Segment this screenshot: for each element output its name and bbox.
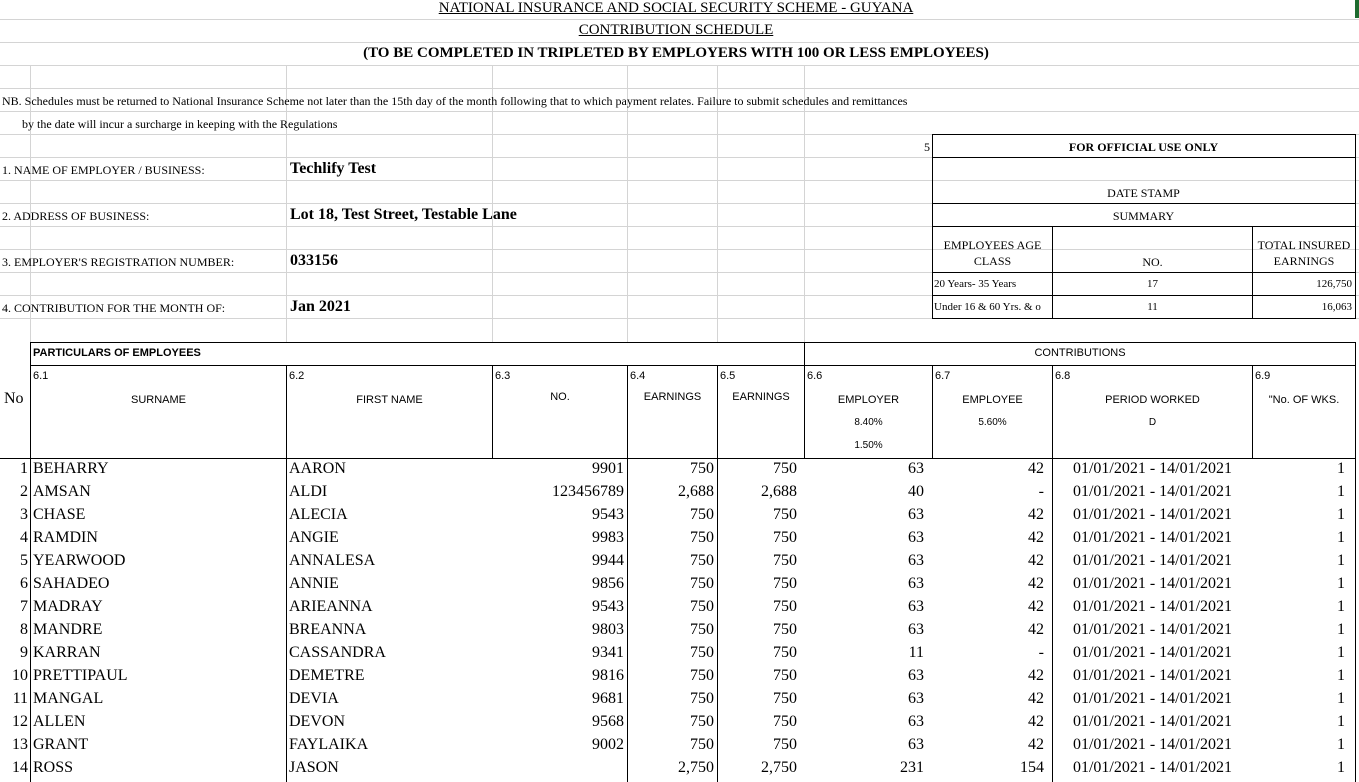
summary-class-2: Under 16 & 60 Yrs. & o bbox=[934, 301, 1041, 313]
earnings-1-cell[interactable]: 750 bbox=[690, 690, 714, 707]
row-number[interactable]: 7 bbox=[20, 598, 28, 615]
col-num-66: 6.6 bbox=[807, 370, 823, 382]
nis-number-cell[interactable]: 9803 bbox=[592, 621, 624, 638]
first-name-cell[interactable]: ANNIE bbox=[289, 575, 339, 592]
earnings-1-cell[interactable]: 750 bbox=[690, 598, 714, 615]
surname-cell[interactable]: ALLEN bbox=[33, 713, 86, 730]
employer-contribution-cell[interactable]: 63 bbox=[908, 690, 924, 707]
particulars-header: PARTICULARS OF EMPLOYEES bbox=[33, 347, 201, 359]
employee-contribution-cell[interactable]: 42 bbox=[1028, 621, 1044, 638]
surname-cell[interactable]: MANDRE bbox=[33, 621, 103, 638]
employee-contribution-cell[interactable]: 42 bbox=[1028, 667, 1044, 684]
col-num-68: 6.8 bbox=[1055, 370, 1071, 382]
col-num-65: 6.5 bbox=[720, 370, 736, 382]
employee-contribution-cell[interactable]: - bbox=[1038, 644, 1044, 661]
employer-contribution-cell[interactable]: 63 bbox=[908, 736, 924, 753]
employer-name-label: 1. NAME OF EMPLOYER / BUSINESS: bbox=[2, 163, 205, 177]
earnings-2-cell[interactable]: 750 bbox=[773, 644, 797, 661]
first-name-cell[interactable]: JASON bbox=[289, 759, 339, 776]
weeks-cell[interactable]: 1 bbox=[1337, 552, 1345, 569]
nis-number-cell[interactable]: 9543 bbox=[592, 598, 624, 615]
earnings-2-cell[interactable]: 750 bbox=[773, 552, 797, 569]
row-number[interactable]: 5 bbox=[20, 552, 28, 569]
earnings-1-cell[interactable]: 750 bbox=[690, 736, 714, 753]
period-worked-cell[interactable]: 01/01/2021 - 14/01/2021 bbox=[1072, 552, 1233, 569]
weeks-cell[interactable]: 1 bbox=[1337, 575, 1345, 592]
month-value[interactable]: Jan 2021 bbox=[290, 298, 351, 315]
col-num-67: 6.7 bbox=[935, 370, 951, 382]
col-num-63: 6.3 bbox=[495, 370, 511, 382]
employer-contribution-cell[interactable]: 40 bbox=[908, 483, 924, 500]
col-earnings-2-header: EARNINGS bbox=[732, 391, 790, 403]
employer-contribution-cell[interactable]: 63 bbox=[908, 621, 924, 638]
period-worked-cell[interactable]: 01/01/2021 - 14/01/2021 bbox=[1072, 575, 1233, 592]
earnings-2-cell[interactable]: 2,688 bbox=[761, 483, 797, 500]
first-name-cell[interactable]: DEVON bbox=[289, 713, 345, 730]
earnings-2-cell[interactable]: 750 bbox=[773, 690, 797, 707]
period-worked-cell[interactable]: 01/01/2021 - 14/01/2021 bbox=[1072, 667, 1233, 684]
earnings-1-cell[interactable]: 750 bbox=[690, 713, 714, 730]
surname-cell[interactable]: CHASE bbox=[33, 506, 86, 523]
earnings-1-cell[interactable]: 2,688 bbox=[678, 483, 714, 500]
nis-number-cell[interactable] bbox=[493, 757, 624, 779]
summary-no-header: NO. bbox=[1142, 255, 1163, 269]
col-no-header: No bbox=[4, 390, 24, 407]
age-class-header-1: EMPLOYEES AGE bbox=[943, 238, 1042, 252]
earnings-2-cell[interactable]: 750 bbox=[773, 713, 797, 730]
col-surname-header: SURNAME bbox=[130, 394, 186, 406]
official-header: FOR OFFICIAL USE ONLY bbox=[1068, 140, 1219, 154]
row-number[interactable]: 14 bbox=[12, 759, 28, 776]
employer-contribution-cell[interactable]: 63 bbox=[908, 667, 924, 684]
period-worked-cell[interactable]: 01/01/2021 - 14/01/2021 bbox=[1072, 506, 1233, 523]
col-num-64: 6.4 bbox=[630, 370, 646, 382]
period-worked-cell[interactable]: 01/01/2021 - 14/01/2021 bbox=[1072, 460, 1233, 477]
weeks-cell[interactable]: 1 bbox=[1337, 736, 1345, 753]
nis-number-cell[interactable]: 9681 bbox=[592, 690, 624, 707]
period-worked-cell[interactable]: 01/01/2021 - 14/01/2021 bbox=[1072, 736, 1233, 753]
row-number[interactable]: 2 bbox=[20, 483, 28, 500]
employee-contribution-cell[interactable]: 42 bbox=[1028, 690, 1044, 707]
earnings-1-cell[interactable]: 2,750 bbox=[678, 759, 714, 776]
nis-number-cell[interactable]: 123456789 bbox=[552, 483, 624, 500]
weeks-cell[interactable]: 1 bbox=[1337, 529, 1345, 546]
nis-number-cell[interactable]: 9856 bbox=[592, 575, 624, 592]
first-name-cell[interactable]: DEVIA bbox=[289, 690, 339, 707]
col-employee-header: EMPLOYEE bbox=[962, 394, 1023, 406]
notice-line-2: by the date will incur a surcharge in keeping with the Regulations bbox=[22, 117, 338, 131]
earnings-1-cell[interactable]: 750 bbox=[690, 460, 714, 477]
employer-contribution-cell[interactable]: 63 bbox=[908, 598, 924, 615]
contributions-header: CONTRIBUTIONS bbox=[1034, 347, 1126, 359]
period-worked-cell[interactable]: 01/01/2021 - 14/01/2021 bbox=[1072, 529, 1233, 546]
earnings-2-cell[interactable]: 750 bbox=[773, 621, 797, 638]
row-number[interactable]: 8 bbox=[20, 621, 28, 638]
surname-cell[interactable]: KARRAN bbox=[33, 644, 101, 661]
surname-cell[interactable]: RAMDIN bbox=[33, 529, 98, 546]
summary-label: SUMMARY bbox=[1112, 209, 1175, 223]
surname-cell[interactable]: BEHARRY bbox=[33, 460, 109, 477]
employer-contribution-cell[interactable]: 63 bbox=[908, 460, 924, 477]
employer-name-value[interactable]: Techlify Test bbox=[290, 160, 377, 177]
earnings-1-cell[interactable]: 750 bbox=[690, 506, 714, 523]
total-earnings-header-2: EARNINGS bbox=[1273, 254, 1335, 268]
nis-number-cell[interactable]: 9944 bbox=[592, 552, 624, 569]
page-subtitle: CONTRIBUTION SCHEDULE bbox=[578, 22, 774, 38]
col-weeks-header: "No. OF WKS. bbox=[1268, 394, 1340, 406]
period-worked-cell[interactable]: 01/01/2021 - 14/01/2021 bbox=[1072, 690, 1233, 707]
first-name-cell[interactable]: AARON bbox=[289, 460, 346, 477]
weeks-cell[interactable]: 1 bbox=[1337, 506, 1345, 523]
surname-cell[interactable]: YEARWOOD bbox=[33, 552, 126, 569]
surname-cell[interactable]: MANGAL bbox=[33, 690, 104, 707]
col-nis-header: NO. bbox=[550, 391, 570, 403]
period-worked-cell[interactable]: 01/01/2021 - 14/01/2021 bbox=[1072, 598, 1233, 615]
date-stamp: DATE STAMP bbox=[1107, 186, 1180, 200]
earnings-2-cell[interactable]: 750 bbox=[773, 529, 797, 546]
earnings-1-cell[interactable]: 750 bbox=[690, 575, 714, 592]
row-number[interactable]: 6 bbox=[20, 575, 28, 592]
nis-number-cell[interactable]: 9002 bbox=[592, 736, 624, 753]
earnings-1-cell[interactable]: 750 bbox=[690, 621, 714, 638]
row-number[interactable]: 9 bbox=[20, 644, 28, 661]
employee-contribution-cell[interactable]: 42 bbox=[1028, 575, 1044, 592]
earnings-1-cell[interactable]: 750 bbox=[690, 644, 714, 661]
employer-rate: 8.40% bbox=[854, 417, 883, 428]
instruction: (TO BE COMPLETED IN TRIPLETED BY EMPLOYERS WITH 100 OR LESS EMPLOYEES) bbox=[363, 45, 989, 61]
weeks-cell[interactable]: 1 bbox=[1337, 644, 1345, 661]
nis-number-cell[interactable]: 9568 bbox=[592, 713, 624, 730]
earnings-1-cell[interactable]: 750 bbox=[690, 667, 714, 684]
col-period-header: PERIOD WORKED bbox=[1105, 394, 1200, 406]
first-name-cell[interactable]: ARIEANNA bbox=[289, 598, 373, 615]
row-number[interactable]: 1 bbox=[20, 460, 28, 477]
earnings-2-cell[interactable]: 750 bbox=[773, 736, 797, 753]
total-earnings-header-1: TOTAL INSURED bbox=[1257, 238, 1351, 252]
earnings-1-cell[interactable]: 750 bbox=[690, 552, 714, 569]
employee-contribution-cell[interactable]: 42 bbox=[1028, 598, 1044, 615]
nis-number-cell[interactable]: 9543 bbox=[592, 506, 624, 523]
employee-rate: 5.60% bbox=[978, 417, 1007, 428]
weeks-cell[interactable]: 1 bbox=[1337, 759, 1345, 776]
first-name-cell[interactable]: ALECIA bbox=[289, 506, 348, 523]
nis-number-cell[interactable]: 9901 bbox=[592, 460, 624, 477]
summary-class-1: 20 Years- 35 Years bbox=[934, 278, 1017, 290]
extra-rate: 1.50% bbox=[854, 440, 883, 451]
earnings-2-cell[interactable]: 750 bbox=[773, 506, 797, 523]
period-worked-cell[interactable]: 01/01/2021 - 14/01/2021 bbox=[1072, 713, 1233, 730]
col-num-69: 6.9 bbox=[1255, 370, 1271, 382]
page-title: NATIONAL INSURANCE AND SOCIAL SECURITY SCHEME - GUYANA bbox=[438, 0, 914, 16]
notice-line-1: NB. Schedules must be returned to National Insurance Scheme not later than the 15th day of the month following that to which payment relates. Failure to submit schedules and remittances bbox=[2, 94, 908, 108]
earnings-2-cell[interactable]: 2,750 bbox=[761, 759, 797, 776]
weeks-cell[interactable]: 1 bbox=[1337, 667, 1345, 684]
weeks-cell[interactable]: 1 bbox=[1337, 483, 1345, 500]
employer-contribution-cell[interactable]: 11 bbox=[908, 644, 924, 661]
period-sub: D bbox=[1148, 417, 1157, 428]
registration-label: 3. EMPLOYER'S REGISTRATION NUMBER: bbox=[2, 255, 235, 269]
surname-cell[interactable]: AMSAN bbox=[33, 483, 91, 500]
employer-contribution-cell[interactable]: 231 bbox=[900, 759, 924, 776]
summary-no-1: 17 bbox=[1147, 278, 1158, 290]
surname-cell[interactable]: GRANT bbox=[33, 736, 89, 753]
employee-contribution-cell[interactable]: 42 bbox=[1028, 506, 1044, 523]
employer-contribution-cell[interactable]: 63 bbox=[908, 506, 924, 523]
first-name-cell[interactable]: CASSANDRA bbox=[289, 644, 386, 661]
period-worked-cell[interactable]: 01/01/2021 - 14/01/2021 bbox=[1072, 759, 1233, 776]
address-value[interactable]: Lot 18, Test Street, Testable Lane bbox=[290, 206, 517, 223]
first-name-cell[interactable]: ANGIE bbox=[289, 529, 339, 546]
surname-cell[interactable]: ROSS bbox=[33, 759, 74, 776]
surname-cell[interactable]: SAHADEO bbox=[33, 575, 110, 592]
employee-contribution-cell[interactable]: - bbox=[1038, 483, 1044, 500]
col-employer-header: EMPLOYER bbox=[837, 394, 900, 406]
first-name-cell[interactable]: BREANNA bbox=[289, 621, 367, 638]
period-worked-cell[interactable]: 01/01/2021 - 14/01/2021 bbox=[1072, 483, 1233, 500]
employer-contribution-cell[interactable]: 63 bbox=[908, 575, 924, 592]
surname-cell[interactable]: MADRAY bbox=[33, 598, 103, 615]
col-num-62: 6.2 bbox=[289, 370, 305, 382]
weeks-cell[interactable]: 1 bbox=[1337, 713, 1345, 730]
weeks-cell[interactable]: 1 bbox=[1337, 690, 1345, 707]
col-earnings-1-header: EARNINGS bbox=[643, 391, 702, 403]
first-name-cell[interactable]: ANNALESA bbox=[289, 552, 376, 569]
earnings-2-cell[interactable]: 750 bbox=[773, 575, 797, 592]
employee-contribution-cell[interactable]: 154 bbox=[1020, 759, 1044, 776]
weeks-cell[interactable]: 1 bbox=[1337, 460, 1345, 477]
period-worked-cell[interactable]: 01/01/2021 - 14/01/2021 bbox=[1072, 621, 1233, 638]
row-number[interactable]: 12 bbox=[12, 713, 28, 730]
nis-number-cell[interactable]: 9816 bbox=[592, 667, 624, 684]
row-number[interactable]: 13 bbox=[12, 736, 28, 753]
employer-contribution-cell[interactable]: 63 bbox=[908, 713, 924, 730]
row-number[interactable]: 4 bbox=[20, 529, 28, 546]
employee-contribution-cell[interactable]: 42 bbox=[1028, 529, 1044, 546]
age-class-header-2: CLASS bbox=[973, 254, 1012, 268]
registration-value[interactable]: 033156 bbox=[290, 252, 338, 269]
row-number[interactable]: 3 bbox=[20, 506, 28, 523]
employee-contribution-cell[interactable]: 42 bbox=[1028, 460, 1044, 477]
first-name-cell[interactable]: FAYLAIKA bbox=[289, 736, 369, 753]
weeks-cell[interactable]: 1 bbox=[1337, 598, 1345, 615]
row-number[interactable]: 11 bbox=[12, 690, 28, 707]
col-num-61: 6.1 bbox=[33, 370, 49, 382]
earnings-2-cell[interactable]: 750 bbox=[773, 460, 797, 477]
employee-contribution-cell[interactable]: 42 bbox=[1028, 552, 1044, 569]
row-number[interactable]: 10 bbox=[12, 667, 28, 684]
summary-earn-2: 16,063 bbox=[1321, 301, 1352, 313]
period-worked-cell[interactable]: 01/01/2021 - 14/01/2021 bbox=[1072, 644, 1233, 661]
month-label: 4. CONTRIBUTION FOR THE MONTH OF: bbox=[2, 301, 226, 315]
sheet-corner-marker bbox=[1355, 0, 1359, 18]
employer-contribution-cell[interactable]: 63 bbox=[908, 529, 924, 546]
col-first-name-header: FIRST NAME bbox=[356, 394, 423, 406]
earnings-1-cell[interactable]: 750 bbox=[690, 529, 714, 546]
nis-number-cell[interactable]: 9983 bbox=[592, 529, 624, 546]
nis-number-cell[interactable]: 9341 bbox=[592, 644, 624, 661]
summary-no-2: 11 bbox=[1147, 301, 1158, 313]
employer-contribution-cell[interactable]: 63 bbox=[908, 552, 924, 569]
stray-number: 5 bbox=[924, 140, 930, 154]
weeks-cell[interactable]: 1 bbox=[1337, 621, 1345, 638]
earnings-2-cell[interactable]: 750 bbox=[773, 598, 797, 615]
address-label: 2. ADDRESS OF BUSINESS: bbox=[2, 209, 150, 223]
earnings-2-cell[interactable]: 750 bbox=[773, 667, 797, 684]
summary-earn-1: 126,750 bbox=[1316, 278, 1352, 290]
first-name-cell[interactable]: ALDI bbox=[289, 483, 328, 500]
first-name-cell[interactable]: DEMETRE bbox=[289, 667, 365, 684]
employee-contribution-cell[interactable]: 42 bbox=[1028, 713, 1044, 730]
employee-contribution-cell[interactable]: 42 bbox=[1028, 736, 1044, 753]
surname-cell[interactable]: PRETTIPAUL bbox=[33, 667, 128, 684]
